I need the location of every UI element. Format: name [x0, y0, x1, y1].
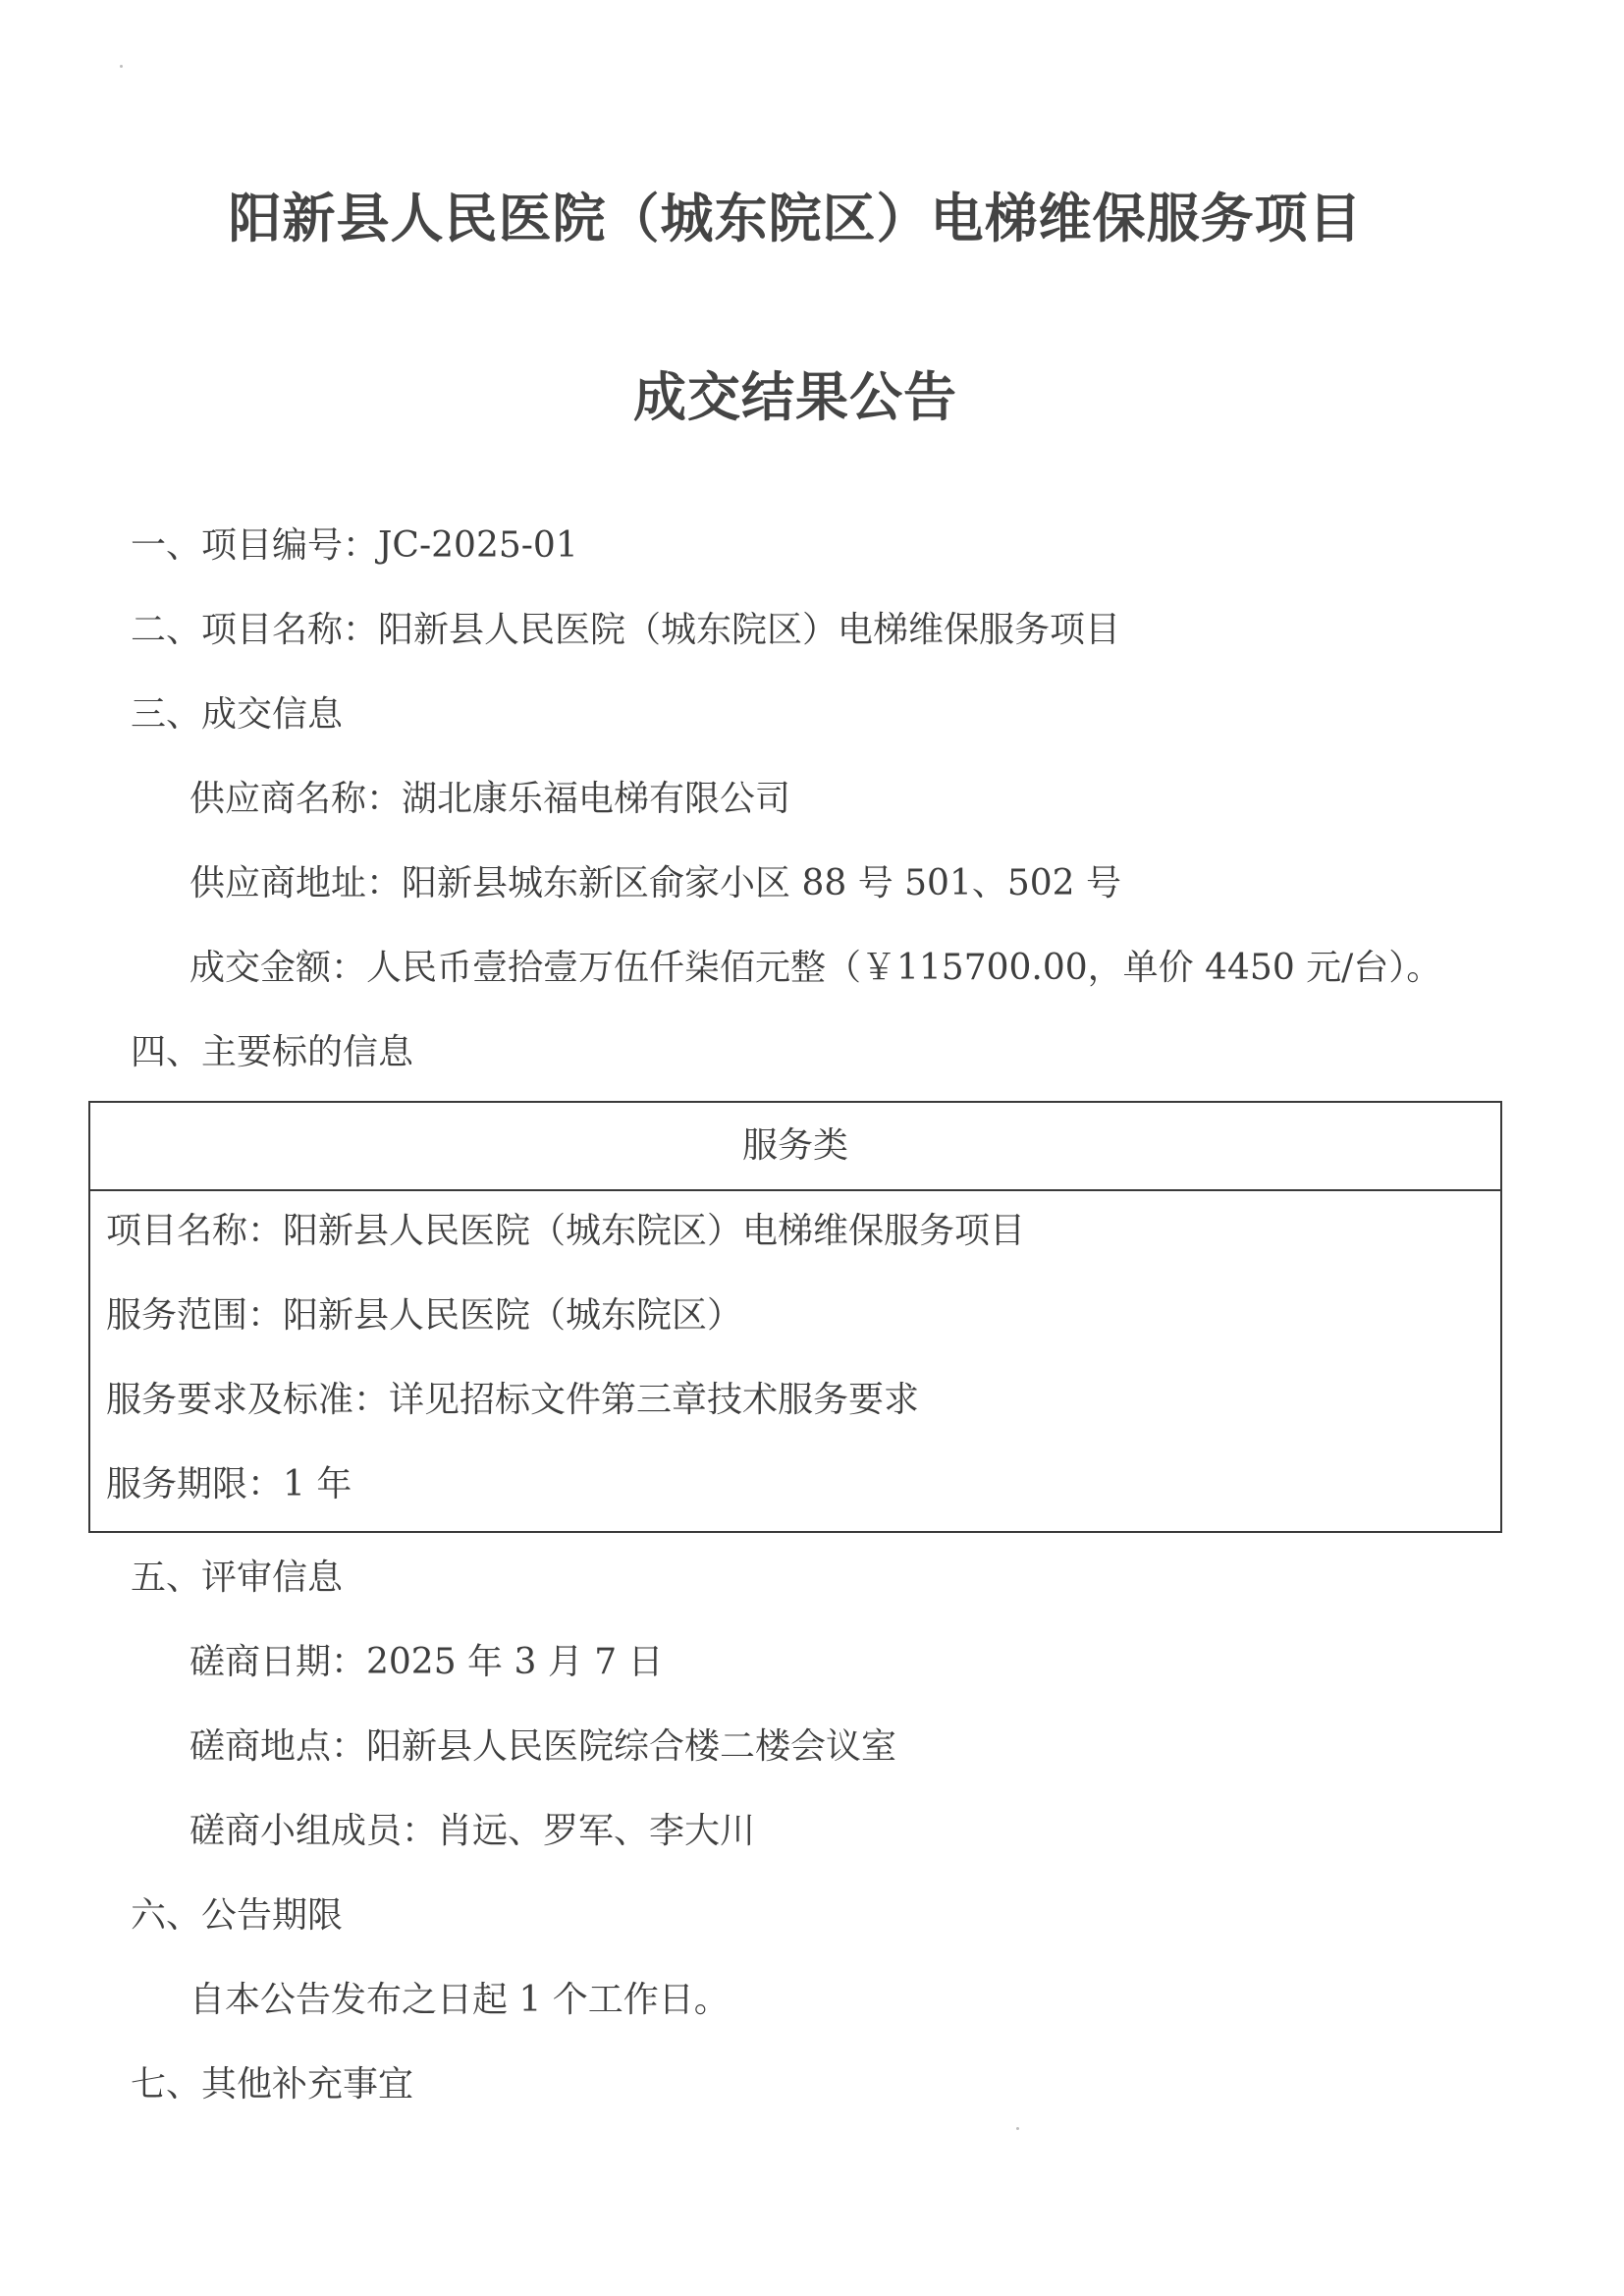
negotiation-place: 磋商地点：阳新县人民医院综合楼二楼会议室 — [189, 1726, 897, 1767]
subject-service-period: 服务期限：1 年 — [106, 1464, 352, 1504]
scan-speck — [1016, 2127, 1019, 2130]
section-transaction-info: 三、成交信息 — [131, 694, 344, 735]
scan-speck — [120, 65, 123, 68]
subject-info-table — [88, 1101, 1502, 1533]
section-project-number: 一、项目编号：JC-2025-01 — [131, 525, 578, 566]
section-announcement-period: 六、公告期限 — [131, 1895, 344, 1936]
announcement-period-text: 自本公告发布之日起 1 个工作日。 — [189, 1980, 730, 2020]
section-project-name: 二、项目名称：阳新县人民医院（城东院区）电梯维保服务项目 — [131, 610, 1121, 650]
section-other-matters: 七、其他补充事宜 — [131, 2064, 414, 2105]
negotiation-date: 磋商日期：2025 年 3 月 7 日 — [189, 1642, 664, 1682]
supplier-address: 供应商地址：阳新县城东新区俞家小区 88 号 501、502 号 — [189, 863, 1122, 903]
subject-service-scope: 服务范围：阳新县人民医院（城东院区） — [106, 1295, 743, 1336]
subject-project-name: 项目名称：阳新县人民医院（城东院区）电梯维保服务项目 — [106, 1211, 1026, 1251]
supplier-name: 供应商名称：湖北康乐福电梯有限公司 — [189, 779, 791, 819]
document-subtitle: 成交结果公告 — [633, 366, 957, 428]
transaction-amount: 成交金额：人民币壹拾壹万伍仟柒佰元整（￥115700.00，单价 4450 元/台）。 — [189, 948, 1442, 988]
subject-category-header: 服务类 — [90, 1103, 1500, 1191]
subject-service-requirements: 服务要求及标准：详见招标文件第三章技术服务要求 — [106, 1380, 920, 1420]
section-review-info: 五、评审信息 — [131, 1558, 344, 1598]
negotiation-members: 磋商小组成员：肖远、罗军、李大川 — [189, 1811, 756, 1851]
section-main-subject-info: 四、主要标的信息 — [131, 1032, 414, 1072]
document-title: 阳新县人民医院（城东院区）电梯维保服务项目 — [228, 188, 1363, 249]
